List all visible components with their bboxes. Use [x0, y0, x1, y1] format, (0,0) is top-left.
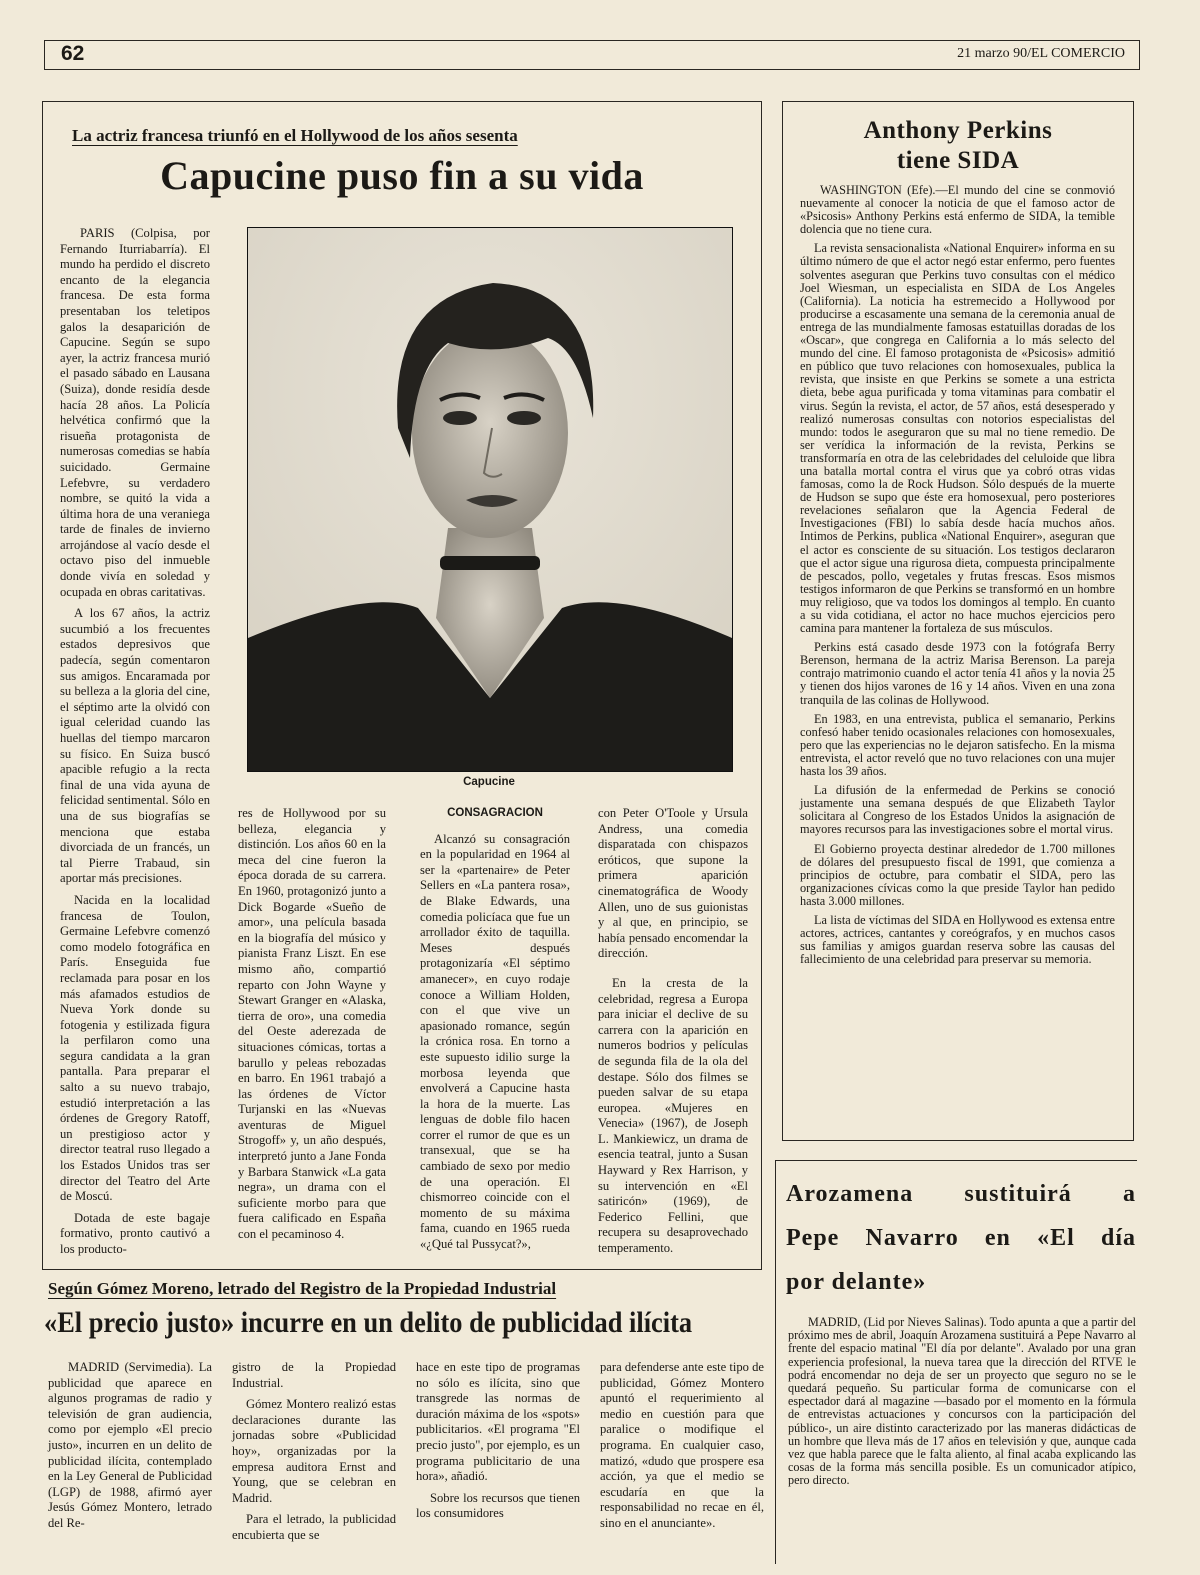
headline-line: tiene SIDA — [896, 147, 1020, 174]
paragraph: El Gobierno proyecta destinar alrededor de 1.700 millones de dólares del presupuesto fiscal de 1991, que comienza a principios de octubre, para combatir el SIDA, pero las organizaciones cívicas como la que preside Taylor han pedido hasta 3.000 millones. — [800, 841, 1115, 908]
paragraph: WASHINGTON (Efe).—El mundo del cine se conmovió nuevamente al conocer la noticia de que el famoso actor de «Psicosis» Anthony Perkins está enfermo de SIDA, la temible dolencia que no tiene cura. — [800, 183, 1115, 237]
paragraph: La lista de víctimas del SIDA en Hollywood es extensa entre actores, actrices, cantantes y coreógrafos, y en muchos casos sus familias y amigos guardan reserva sobre las causas del fallecimiento de una celebridad para preservar su memoria. — [800, 912, 1115, 967]
capucine-kicker: La actriz francesa triunfó en el Hollywood de los años sesenta — [72, 126, 518, 145]
photo-caption: Capucine — [463, 776, 515, 788]
arozamena-headline — [786, 1172, 1136, 1304]
paragraph: MADRID (Servimedia). La publicidad que aparece en algunos programas de radio y televisión de gran audiencia, como por ejemplo «El precio justo», incurren en un delito de publicidad ilícita, contemplado en la Ley General de Publicidad (LGP) de 1988, afirmó ayer Jesús Gómez Montero, letrado del Re- — [48, 1360, 212, 1530]
paragraph: Nacida en la localidad francesa de Toulon, Germaine Lefebvre comenzó como modelo fotográfica en París. Enseguida fue reclamada para posar en los más afamados estudios de Nueva York donde su fotogenia y estilizada figura la perfilaron como una segura candidata a la gran pantalla. Para preparar el salto a su nuevo trabajo, estudió interpretación a las órdenes de Gregory Ratoff, un prestigioso actor y director teatral ruso llegado a los Estados Unidos tras ser director del Teatro del Arte de Moscú. — [60, 892, 210, 1204]
paragraph: Dotada de este bagaje formativo, pronto cautivó a los producto- — [60, 1210, 210, 1256]
page-header — [44, 40, 1140, 70]
paragraph: La revista sensacionalista «National Enquirer» informa en su último número de que el actor negó estar enfermo, pero fuentes solventes aseguran que Perkins tuvo consultas con el médico Joel Wiesman, un especialista en SIDA de Los Angeles (California). La noticia ha estremecido a Hollywood por producirse a escasamente una semana de la ceremonia anual de entrega de las mundialmente famosas estatuillas doradas de los «Oscar», que congrega en California a lo más selecto del mundo del cine. El famoso protagonista de «Psicosis» admitió en público que tuvo relaciones con homosexuales, publica la revista, que insiste en que Perkins se somete a una estricta dieta, bebe agua purificada y toma vitaminas para combatir el virus. Según la revista, el actor, de 57 años, está desesperado y realizó numerosas consultas con notorios especialistas del mundo: todos le aseguraron que su mal no tiene remedio. De ser verídica la información de la revista, Perkins se transformaría en otra de las celebridades del celuloide que libra una batalla mortal contra el virus que ya cobró otras vidas famosas, como la de Rock Hudson. Sólo después de la muerte de Hudson se supo que éste era homosexual, pero posteriores revelaciones señalaron que la Agencia Federal de Investigaciones (FBI) lo sabía desde hacía muchos años. Intimos de Perkins, publica «National Enquirer», aseguran que el actor es consciente de su situación. Los testigos declararon que el actor sigue una rigurosa dieta, compuesta principalmente de pescados, pollo, vegetales y frutas frescas. Esos mismos testigos informaron de que Perkins se transformó en un hombre muy religioso, que va todos los domingos al templo. En cuanto a su vida cotidiana, el actor no hace muchos ejercicios pero camina para mantener la fortaleza de sus músculos. — [800, 241, 1115, 636]
paragraph: En 1983, en una entrevista, publica el semanario, Perkins confesó haber tenido ocasionales relaciones con homosexuales, pero que las experiencias no le dejaron satisfecho. En la misma entrevista, el actor reveló que no tuvo relaciones con una mujer hasta los 39 años. — [800, 711, 1115, 779]
perkins-body — [800, 184, 1115, 972]
paragraph: Para el letrado, la publicidad encubierta que se — [232, 1512, 396, 1542]
paragraph: Sobre los recursos que tienen los consumidores — [416, 1490, 580, 1521]
capucine-photo — [247, 227, 733, 772]
precio-headline: «El precio justo» incurre en un delito de publicidad ilícita — [44, 1306, 693, 1339]
paragraph: En la cresta de la celebridad, regresa a Europa para iniciar el declive de su carrera con la aparición en numeros bodrios y películas de segunda fila de la ola del destape. Sólo dos filmes se pueden salvar de su etapa europea. «Mujeres en Venecia» (1967), de Joseph L. Mankiewicz, un drama de esencia teatral, junto a Susan Hayward y Rex Harrison, y su intervención en «El satiricón» (1969), de Federico Fellini, que recupera su desaprovechado temperamento. — [598, 975, 748, 1256]
paragraph: MADRID, (Lid por Nieves Salinas). Todo apunta a que a partir del próximo mes de abril, Joaquín Arozamena sustituirá a Pepe Navarro al frente del espacio matinal "El día por delante". Avalado por una gran experiencia profesional, la nueva tarea que la dirección del RTVE le podrá encomendar no deja de ser un proyecto que seguro no se le quedará pequeño. Su particular forma de comunicarse con el espectador dará al magazine —basado por el momento en la fórmula de entrevistas actuaciones y concursos con la participación del público-, un aire distinto caracterizado por las maneras didácticas de un hombre que lleva más de 17 años en televisión y que, aunque cada vez que habla parece que le falta aliento, al final acaba explicando las cosas de la forma más sencilla posible. Es un comunicador atípico, pero directo. — [788, 1315, 1136, 1488]
capucine-col-2 — [238, 806, 386, 1249]
paragraph: PARIS (Colpisa, por Fernando Iturriabarría). El mundo ha perdido el discreto encanto de la elegancia francesa. De esta forma presentaban los teletipos galos la desaparición de Capucine. Según se supo ayer, la actriz francesa murió el pasado sábado en Lausana (Suiza), donde residía desde hacía 28 años. La Policía helvética confirmó que la risueña protagonista de numerosas comedias se había suicidado. Germaine Lefebvre, su verdadero nombre, se quitó la vida a última hora de una veraniega tarde de finales de invierno arrojándose al vacío desde el octavo piso del inmueble donde vivía en soledad y ocupada en obras caritativas. — [60, 226, 210, 599]
arozamena-body — [788, 1316, 1136, 1494]
paragraph: gistro de la Propiedad Industrial. — [232, 1360, 396, 1390]
precio-col-3 — [416, 1360, 580, 1528]
paragraph: con Peter O'Toole y Ursula Andress, una comedia disparatada con chispazos eróticos, que supone la primera aparición cinematográfica de Woody Allen, uno de sus guionistas y al que, en principio, se había pensado encomendar la dirección. — [598, 806, 748, 961]
precio-kicker: Según Gómez Moreno, letrado del Registro de la Propiedad Industrial — [48, 1279, 557, 1298]
portrait-image — [248, 228, 732, 771]
precio-col-4 — [600, 1360, 764, 1538]
capucine-col-3 — [420, 806, 570, 1259]
arozamena-left-rule — [775, 1160, 776, 1564]
precio-col-2 — [232, 1360, 396, 1550]
capucine-col-4 — [598, 806, 748, 1263]
paragraph: Gómez Montero realizó estas declaraciones durante las jornadas sobre «Publicidad hoy», organizadas por la empresa auditora Ernst and Young, que se celebran en Madrid. — [232, 1397, 396, 1505]
arozamena-top-rule — [775, 1160, 1137, 1161]
paragraph: Perkins está casado desde 1973 con la fotógrafa Berry Berenson, hermana de la actriz Marisa Berenson. La pareja contrajo matrimonio cuando el actor tenía 41 años y la novia 25 y tienen dos hijos varones de 16 y 14 años. Viven en una zona tranquila de las colinas de Hollywood. — [800, 640, 1115, 707]
paragraph: A los 67 años, la actriz sucumbió a los frecuentes estados depresivos que padecía, según comentaron sus amigos. Encaramada por su belleza a la gloria del cine, el séptimo arte la olvidó con igual celeridad cuando las huellas del tiempo marcaron su físico. En Suiza buscó apacible refugio a la recta final de una vida ayuna de felicidad sentimental. Sólo en una de sus biografías se menciona que estaba divorciada de un francés, un tal Pierre Trabaud, sin aportar más precisiones. — [60, 606, 210, 886]
headline-line: Pepe Navarro en «El día — [786, 1225, 1136, 1251]
section-subhead: CONSAGRACION — [447, 807, 543, 819]
headline-line: por delante» — [786, 1269, 927, 1295]
header-date: 21 marzo 90/EL COMERCIO — [957, 46, 1125, 61]
paragraph: hace en este tipo de programas no sólo es ilícita, sino que transgrede las normas de duración máxima de los «spots» publicitarios. «El programa "El precio justo", por ejemplo, es un programa publicitario de una hora», añadió. — [416, 1360, 580, 1484]
capucine-headline: Capucine puso fin a su vida — [160, 153, 644, 198]
precio-col-1 — [48, 1360, 212, 1538]
headline-line: Anthony Perkins — [863, 117, 1053, 144]
headline-line: Arozamena sustituirá a — [786, 1181, 1136, 1207]
capucine-col-1 — [60, 226, 210, 1264]
paragraph: Alcanzó su consagración en la popularidad en 1964 al ser la «partenaire» de Peter Sellers en «La pantera rosa», de Blake Edwards, una comedia policíaca que fue un arrollador éxito de taquilla. Meses después protagonizaría «El séptimo amanecer», en cuyo rodaje conoce a William Holden, con el que vive un apasionado romance, según la crónica rosa. En torno a este supuesto idilio surge la morbosa leyenda que envolverá a Capucine hasta la hora de la muerte. Las lenguas de doble filo hacen correr el rumor de que es un transexual, que se ha cambiado de sexo por medio de una operación. El chismorreo coincide con el momento de su máxima fama, cuando en 1965 rueda «¿Qué tal Pussycat?», — [420, 831, 570, 1252]
paragraph: La difusión de la enfermedad de Perkins se conoció justamente una semana después de que Elizabeth Taylor solicitara al Congreso de los Estados Unidos la asignación de mayores recursos para las investigaciones sobre el mortal virus. — [800, 783, 1115, 837]
perkins-headline — [782, 116, 1134, 176]
paragraph: res de Hollywood por su belleza, elegancia y distinción. Los años 60 en la meca del cine fueron la época dorada de su carrera. En 1960, protagonizó junto a Dick Bogarde «Sueño de amor», una película basada en la biografía del músico y pianista Franz Liszt. En ese mismo año, compartió reparto con John Wayne y Stewart Granger en «Alaska, tierra de oro», una comedia del Oeste aderezada de situaciones cómicas, tortas a barullo y peleas rebozadas en barro. En 1961 trabajó a las órdenes de Víctor Turjanski en las «Nuevas aventuras de Miguel Strogoff» y, un año después, interpretó junto a Jane Fonda y Barbara Stanwick «La gata negra», un drama con el suficiente morbo para que fuera calificado en España con el pecaminoso 4. — [238, 806, 386, 1242]
page-number: 62 — [61, 42, 85, 65]
paragraph: para defenderse ante este tipo de publicidad, Gómez Montero apuntó el requerimiento al medio en cuestión para que paralice o modifique el programa. En cualquier caso, matizó, «dudo que prospere esa acción, ya que el medio se escudaría en que la responsabilidad no recae en él, sino en el anunciante». — [600, 1360, 764, 1530]
